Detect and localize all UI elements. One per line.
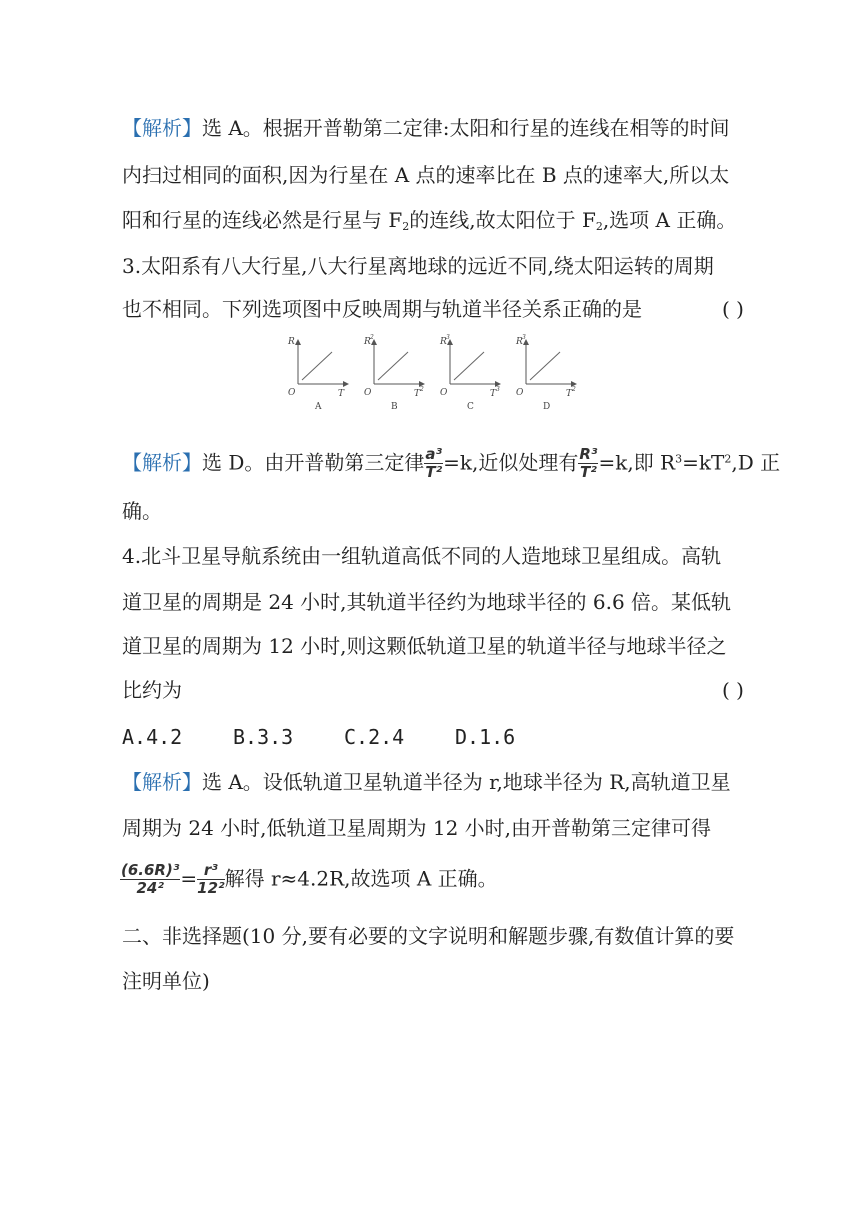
proportional-line xyxy=(530,352,560,380)
x-axis-exponent: 3 xyxy=(496,386,500,393)
question-3-line-1: 3.太阳系有八大行星,八大行星离地球的远近不同,绕太阳运转的周期 xyxy=(122,254,714,278)
origin-label: O xyxy=(288,388,296,398)
origin-label: O xyxy=(440,388,448,398)
question-4-line-4: 比约为 xyxy=(122,678,182,702)
origin-label: O xyxy=(364,388,372,398)
option-b: B.3.3 xyxy=(233,725,294,749)
graph-label: D xyxy=(543,402,551,412)
x-axis-label: T xyxy=(338,389,345,399)
answer-bracket-q4: ( ) xyxy=(722,678,744,702)
y-axis-exponent: 3 xyxy=(446,334,450,341)
x-axis-label: T xyxy=(490,389,497,399)
question-4-line-3: 道卫星的周期为 12 小时,则这颗低轨道卫星的轨道半径与地球半径之 xyxy=(122,634,727,658)
question-4-line-2: 道卫星的周期是 24 小时,其轨道半径约为地球半径的 6.6 倍。某低轨 xyxy=(122,590,732,614)
section-2-heading-line-2: 注明单位) xyxy=(122,969,210,993)
fraction-a3-over-t2: $\frac{\text{a³}}{\text{T²}}$ xyxy=(425,445,443,482)
graph-option-a xyxy=(287,337,348,412)
y-axis-exponent: 3 xyxy=(522,334,526,341)
origin-label: O xyxy=(516,388,524,398)
analysis-4-line-3: $\frac{\text{(6.6R)³}}{\text{24²}}$ = $\frac{\text{r³}}{\text{12²}}$ 解得 r≈4.2R,故选项 A 正确。 xyxy=(121,861,498,898)
analysis-4-line-1: 【解析】选 A。设低轨道卫星轨道半径为 r,地球半径为 R,高轨道卫星 xyxy=(122,770,731,794)
analysis-3-line-2: 确。 xyxy=(122,499,162,523)
option-a: A.4.2 xyxy=(122,725,183,749)
graph-options-figure xyxy=(280,332,590,412)
section-2-heading-line-1: 二、非选择题(10 分,要有必要的文字说明和解题步骤,有数值计算的要 xyxy=(122,924,735,948)
y-axis-label: R xyxy=(288,337,295,347)
x-axis-exponent: 2 xyxy=(572,386,576,393)
x-axis-label: T xyxy=(566,389,573,399)
fraction-6.6R-cubed-over-24-squared: $\frac{\text{(6.6R)³}}{\text{24²}}$ xyxy=(121,861,180,898)
fraction-r-cubed-over-12-squared: $\frac{\text{r³}}{\text{12²}}$ xyxy=(197,861,225,898)
y-axis-label: R xyxy=(364,337,371,347)
analysis-tag: 【解析】 xyxy=(122,116,202,140)
question-4-line-1: 4.北斗卫星导航系统由一组轨道高低不同的人造地球卫星组成。高轨 xyxy=(122,544,722,568)
graph-label: A xyxy=(315,402,322,412)
proportional-line xyxy=(378,352,408,380)
fraction-r3-over-t2: $\frac{\text{R³}}{\text{T²}}$ xyxy=(579,445,598,482)
analysis-tag: 【解析】 xyxy=(122,450,202,475)
option-d: D.1.6 xyxy=(455,725,516,749)
proportional-line xyxy=(454,352,484,380)
analysis-2-line-2: 内扫过相同的面积,因为行星在 A 点的速率比在 B 点的速率大,所以太 xyxy=(122,163,730,187)
graph-option-b xyxy=(363,334,424,412)
analysis-4-line-2: 周期为 24 小时,低轨道卫星周期为 12 小时,由开普勒第三定律可得 xyxy=(122,816,712,840)
y-axis-exponent: 2 xyxy=(370,334,374,341)
y-axis-label: R xyxy=(516,337,523,347)
analysis-tag: 【解析】 xyxy=(122,770,202,794)
graph-option-d xyxy=(515,334,576,412)
x-axis-label: T xyxy=(414,389,421,399)
x-axis-exponent: 2 xyxy=(420,386,424,393)
answer-bracket-q3: ( ) xyxy=(722,297,744,321)
proportional-line xyxy=(302,352,332,380)
graph-label: C xyxy=(467,402,474,412)
graph-option-c xyxy=(439,334,500,412)
analysis-2-line-1 xyxy=(122,118,730,138)
analysis-2-text: 选 A。根据开普勒第二定律:太阳和行星的连线在相等的时间 xyxy=(202,116,730,140)
question-3-line-2: 也不相同。下列选项图中反映周期与轨道半径关系正确的是 xyxy=(122,297,642,321)
graph-label: B xyxy=(391,402,398,412)
y-axis-label: R xyxy=(440,337,447,347)
analysis-3-line-1: 【解析】选 D。由开普勒第三定律 $\frac{\text{a³}}{\text{T²}}$ =k,近似处理有 $\frac{\text{R³}}{\text{T²}}$ =k,即 $R^3=kT^2,D$ 正 xyxy=(122,445,781,482)
option-c: C.2.4 xyxy=(344,725,405,749)
analysis-2-line-3: 阳和行星的连线必然是行星与 $F_2$的连线,故太阳位于 $F_2$,选项 A 正确。 xyxy=(122,208,737,233)
